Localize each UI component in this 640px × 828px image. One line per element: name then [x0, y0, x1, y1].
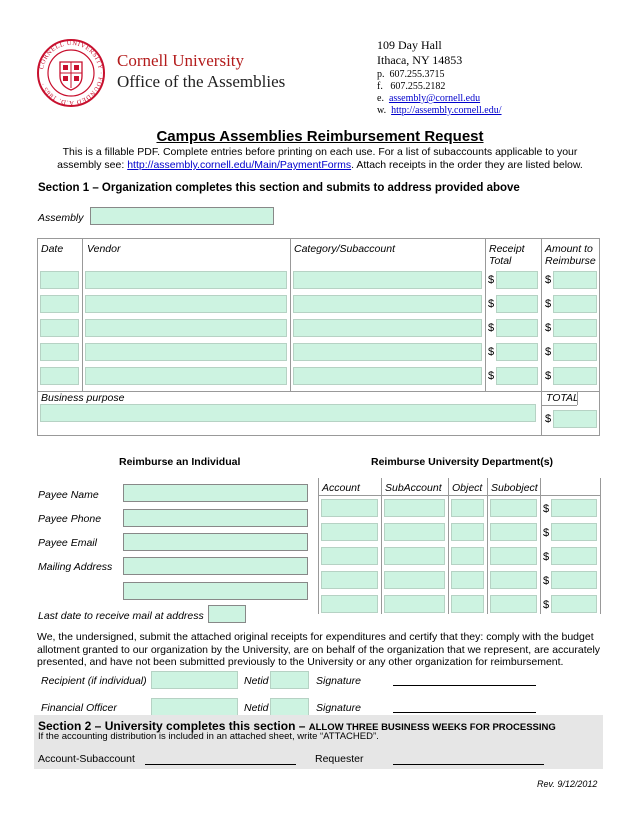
cornell-seal-logo — [36, 38, 106, 108]
office-name: Office of the Assemblies — [117, 72, 286, 91]
web-link[interactable]: http://assembly.cornell.edu/ — [391, 105, 502, 116]
row4-receipt-field[interactable] — [496, 343, 538, 361]
col-category: Category/Subaccount — [294, 243, 395, 255]
row3-category-field[interactable] — [293, 319, 482, 337]
email-prefix: e. — [377, 93, 384, 104]
fax-number: 607.255.2182 — [390, 81, 446, 92]
row2-receipt-field[interactable] — [496, 295, 538, 313]
dollar-sign: $ — [545, 346, 552, 358]
officer-field[interactable] — [151, 698, 238, 716]
col-receipt-total: Receipt Total — [489, 243, 525, 267]
dept-row4-object-field[interactable] — [451, 571, 484, 589]
section1-heading: Section 1 – Organization completes this section and submits to address provided above — [38, 182, 520, 194]
row4-vendor-field[interactable] — [85, 343, 287, 361]
email-link[interactable]: assembly@cornell.edu — [388, 93, 481, 104]
total-field[interactable] — [553, 410, 597, 428]
total-divider — [577, 391, 578, 405]
mailing-address-field2[interactable] — [123, 582, 308, 600]
dollar-sign: $ — [543, 527, 550, 539]
intro-line1: This is a fillable PDF. Complete entries before printing on each use. For a list of subaccounts applicable to your — [62, 146, 578, 158]
dept-row5-subobject-field[interactable] — [490, 595, 537, 613]
row4-date-field[interactable] — [40, 343, 79, 361]
row2-category-field[interactable] — [293, 295, 482, 313]
dept-table-divider — [318, 478, 319, 614]
row3-vendor-field[interactable] — [85, 319, 287, 337]
dept-row5-object-field[interactable] — [451, 595, 484, 613]
recipient-label: Recipient (if individual) — [41, 675, 147, 687]
assembly-label: Assembly — [38, 212, 84, 224]
dept-col-subobject: Subobject — [491, 482, 538, 494]
row5-amount-field[interactable] — [553, 367, 597, 385]
dollar-sign: $ — [488, 370, 495, 382]
requester-line[interactable] — [393, 764, 544, 765]
dollar-sign: $ — [488, 322, 495, 334]
dept-row3-subaccount-field[interactable] — [384, 547, 445, 565]
officer-signature-label: Signature — [316, 702, 361, 714]
dollar-sign: $ — [543, 599, 550, 611]
payee-name-field[interactable] — [123, 484, 308, 502]
dept-row5-account-field[interactable] — [321, 595, 378, 613]
payee-name-label: Payee Name — [38, 489, 99, 501]
dept-row2-subobject-field[interactable] — [490, 523, 537, 541]
dept-row3-account-field[interactable] — [321, 547, 378, 565]
recipient-signature-label: Signature — [316, 675, 361, 687]
dept-row4-subobject-field[interactable] — [490, 571, 537, 589]
row5-date-field[interactable] — [40, 367, 79, 385]
mailing-address-label: Mailing Address — [38, 561, 113, 573]
row5-receipt-field[interactable] — [496, 367, 538, 385]
payment-forms-link[interactable]: http://assembly.cornell.edu/Main/PaymentForms — [127, 159, 352, 171]
dollar-sign: $ — [545, 274, 552, 286]
dept-row5-subaccount-field[interactable] — [384, 595, 445, 613]
web-prefix: w. — [377, 105, 387, 116]
dept-row1-subaccount-field[interactable] — [384, 499, 445, 517]
dollar-sign: $ — [543, 551, 550, 563]
dept-table-divider — [600, 478, 601, 614]
account-subaccount-line[interactable] — [145, 764, 296, 765]
total-divider — [541, 405, 577, 406]
dollar-sign: $ — [543, 575, 550, 587]
intro-line2-post: . Attach receipts in the order they are listed below. — [351, 159, 583, 171]
revision-date: Rev. 9/12/2012 — [537, 779, 598, 789]
table-divider — [82, 238, 83, 391]
recipient-field[interactable] — [151, 671, 238, 689]
university-name: Cornell University — [117, 51, 245, 70]
phone-line — [377, 69, 445, 80]
web-line — [377, 105, 502, 116]
individual-heading: Reimburse an Individual — [119, 456, 241, 468]
row1-date-field[interactable] — [40, 271, 79, 289]
row1-vendor-field[interactable] — [85, 271, 287, 289]
row2-date-field[interactable] — [40, 295, 79, 313]
dept-row1-object-field[interactable] — [451, 499, 484, 517]
dept-row3-object-field[interactable] — [451, 547, 484, 565]
dept-col-object: Object — [452, 482, 483, 494]
payee-phone-label: Payee Phone — [38, 513, 102, 525]
dept-row4-amount-field[interactable] — [551, 571, 597, 589]
phone-number: 607.255.3715 — [389, 69, 445, 80]
payee-email-field[interactable] — [123, 533, 308, 551]
row3-date-field[interactable] — [40, 319, 79, 337]
requester-label: Requester — [315, 753, 364, 765]
dollar-sign: $ — [545, 413, 552, 425]
row1-category-field[interactable] — [293, 271, 482, 289]
dollar-sign: $ — [543, 503, 550, 515]
total-label: TOTAL — [546, 392, 579, 404]
dept-row1-account-field[interactable] — [321, 499, 378, 517]
col-date: Date — [41, 243, 64, 255]
dept-row2-amount-field[interactable] — [551, 523, 597, 541]
officer-netid-label: Netid — [244, 702, 269, 714]
dept-table-divider — [487, 478, 488, 614]
intro-line2-pre: assembly see: — [57, 159, 128, 171]
dept-table-divider — [318, 495, 600, 496]
dollar-sign: $ — [488, 274, 495, 286]
dept-row2-subaccount-field[interactable] — [384, 523, 445, 541]
certification-text: We, the undersigned, submit the attached original receipts for expenditures and certify that they: comply with the budget allotment granted to our organization by the University, are on behalf of the organization that we represent, are accurately presented, and have not been submitted previously to the University or any other organization for reimbursement. — [37, 631, 601, 668]
dept-row4-account-field[interactable] — [321, 571, 378, 589]
dept-table-divider — [540, 478, 541, 614]
payee-phone-field[interactable] — [123, 509, 308, 527]
fax-prefix: f. — [377, 81, 383, 92]
mailing-address-field1[interactable] — [123, 557, 308, 575]
officer-label: Financial Officer — [41, 702, 117, 714]
dept-col-subaccount: SubAccount — [385, 482, 442, 494]
section2-heading-caps: ALLOW THREE BUSINESS WEEKS FOR PROCESSING — [308, 722, 556, 733]
section2-note: If the accounting distribution is included in an attached sheet, write “ATTACHED”. — [38, 731, 379, 742]
row1-receipt-field[interactable] — [496, 271, 538, 289]
table-divider — [485, 238, 486, 391]
dept-row2-object-field[interactable] — [451, 523, 484, 541]
phone-prefix: p. — [377, 69, 385, 80]
dept-table-divider — [381, 478, 382, 614]
account-subaccount-label: Account-Subaccount — [38, 753, 135, 765]
dept-row1-amount-field[interactable] — [551, 499, 597, 517]
officer-netid-field[interactable] — [270, 698, 309, 716]
row2-vendor-field[interactable] — [85, 295, 287, 313]
dept-row3-subobject-field[interactable] — [490, 547, 537, 565]
dept-row2-account-field[interactable] — [321, 523, 378, 541]
dollar-sign: $ — [545, 370, 552, 382]
dollar-sign: $ — [545, 298, 552, 310]
address-line2: Ithaca, NY 14853 — [377, 53, 463, 67]
row5-category-field[interactable] — [293, 367, 482, 385]
col-vendor: Vendor — [87, 243, 121, 255]
dept-row3-amount-field[interactable] — [551, 547, 597, 565]
fax-line — [377, 81, 445, 92]
assembly-field[interactable] — [90, 207, 274, 225]
dept-row1-subobject-field[interactable] — [490, 499, 537, 517]
recipient-signature-line[interactable] — [393, 685, 536, 686]
row3-receipt-field[interactable] — [496, 319, 538, 337]
col-amount: Amount to Reimburse — [545, 243, 596, 267]
recipient-netid-field[interactable] — [270, 671, 309, 689]
business-purpose-field[interactable] — [40, 404, 536, 422]
dept-row4-subaccount-field[interactable] — [384, 571, 445, 589]
intro-line2 — [0, 159, 640, 171]
email-line — [377, 93, 480, 104]
dollar-sign: $ — [488, 298, 495, 310]
row1-amount-field[interactable] — [553, 271, 597, 289]
row4-category-field[interactable] — [293, 343, 482, 361]
last-date-field[interactable] — [208, 605, 246, 623]
dollar-sign: $ — [488, 346, 495, 358]
dept-col-account: Account — [322, 482, 360, 494]
svg-text:CORNELL UNIVERSITY · FOUNDED A: CORNELL UNIVERSITY · FOUNDED A.D. 1865 · — [38, 39, 105, 107]
table-divider — [290, 238, 291, 391]
row5-vendor-field[interactable] — [85, 367, 287, 385]
department-heading: Reimburse University Department(s) — [371, 456, 554, 468]
payee-email-label: Payee Email — [38, 537, 97, 549]
form-title: Campus Assemblies Reimbursement Request — [156, 128, 484, 145]
table-divider — [541, 238, 542, 436]
business-purpose-label: Business purpose — [41, 392, 125, 404]
address-line1: 109 Day Hall — [377, 38, 442, 52]
row3-amount-field[interactable] — [553, 319, 597, 337]
dollar-sign: $ — [545, 322, 552, 334]
dept-row5-amount-field[interactable] — [551, 595, 597, 613]
last-date-label: Last date to receive mail at address — [38, 610, 204, 622]
section2-heading-main: Section 2 – University completes this section – — [38, 719, 309, 733]
officer-signature-line[interactable] — [393, 712, 536, 713]
dept-table-divider — [448, 478, 449, 614]
recipient-netid-label: Netid — [244, 675, 269, 687]
row2-amount-field[interactable] — [553, 295, 597, 313]
row4-amount-field[interactable] — [553, 343, 597, 361]
